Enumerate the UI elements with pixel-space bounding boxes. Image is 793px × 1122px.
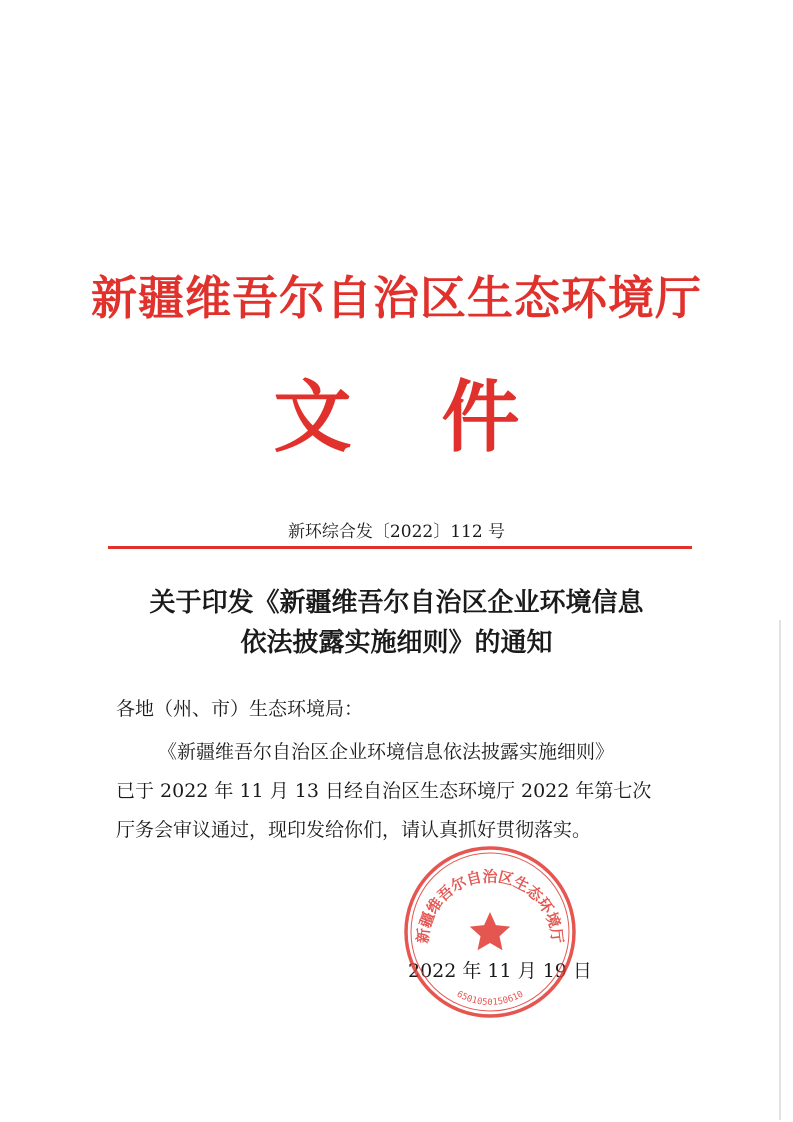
red-divider-rule <box>108 546 692 549</box>
body-text-line-3: 厅务会审议通过，现印发给你们，请认真抓好贯彻落实。 <box>116 819 592 841</box>
seal-arc-text: 新疆维吾尔自治区生态环境厅 <box>413 867 567 945</box>
issue-date: 2022 年 11 月 19 日 <box>408 960 592 982</box>
document-number: 新环综合发〔2022〕112 号 <box>287 522 506 542</box>
issuing-organization: 新疆维吾尔自治区生态环境厅 <box>91 271 702 325</box>
document-title-line-1: 关于印发《新疆维吾尔自治区企业环境信息 <box>149 588 644 618</box>
scan-edge-shadow <box>779 620 781 1120</box>
seal-star-icon <box>470 912 510 950</box>
body-text-line-1: 《新疆维吾尔自治区企业环境信息依法披露实施细则》 <box>158 741 615 763</box>
salutation: 各地（州、市）生态环境局： <box>116 698 364 720</box>
seal-code-text: 6501050150610 <box>454 989 526 1008</box>
document-type-heading: 文件 <box>273 372 610 463</box>
document-title-line-2: 依法披露实施细则》的通知 <box>240 628 553 658</box>
official-seal-stamp <box>400 842 580 1022</box>
body-text-line-2: 已于 2022 年 11 月 13 日经自治区生态环境厅 2022 年第七次 <box>116 780 652 802</box>
